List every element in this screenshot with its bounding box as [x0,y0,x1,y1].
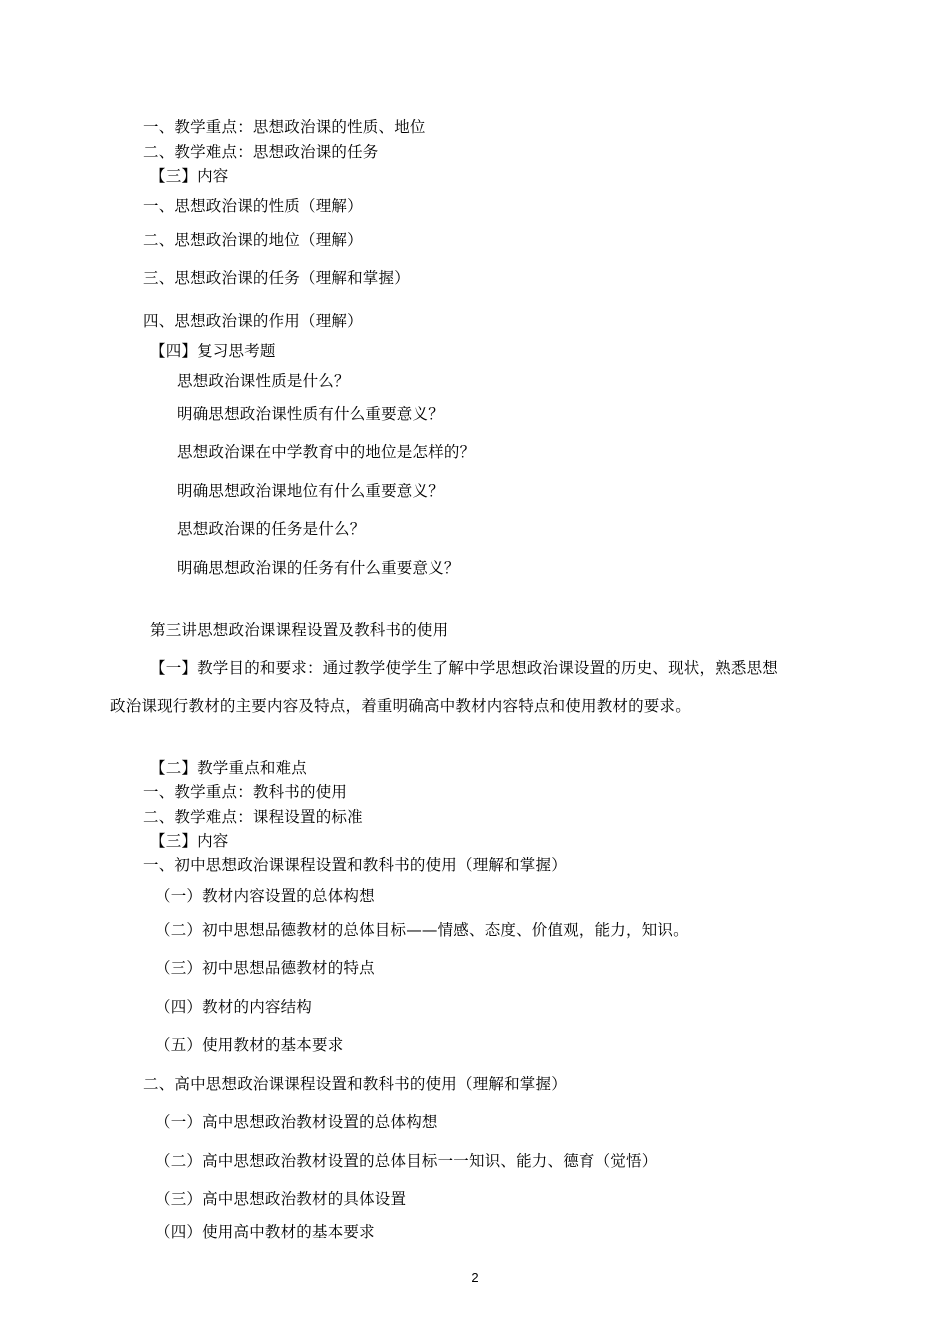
text-line: 四、思想政治课的作用（理解） [143,312,363,330]
text-line: 二、教学难点：课程设置的标准 [143,808,363,826]
paragraph-line: 【一】教学目的和要求：通过教学使学生了解中学思想政治课设置的历史、现状，熟悉思想 [150,659,779,677]
sub-item: （二）高中思想政治教材设置的总体目标一一知识、能力、德育（觉悟） [155,1152,658,1170]
paragraph-line: 政治课现行教材的主要内容及特点，着重明确高中教材内容特点和使用教材的要求。 [110,697,691,715]
question-item: 思想政治课在中学教育中的地位是怎样的？ [177,443,476,461]
text-line: 三、思想政治课的任务（理解和掌握） [143,269,410,287]
sub-item: （五）使用教材的基本要求 [155,1036,344,1054]
text-line: 一、教学重点：思想政治课的性质、地位 [143,118,426,136]
text-line: 二、高中思想政治课课程设置和教科书的使用（理解和掌握） [143,1075,567,1093]
text-line: 二、思想政治课的地位（理解） [143,231,363,249]
question-item: 明确思想政治课地位有什么重要意义？ [177,482,444,500]
sub-item: （三）高中思想政治教材的具体设置 [155,1190,407,1208]
sub-item: （四）教材的内容结构 [155,998,313,1016]
question-item: 明确思想政治课的任务有什么重要意义？ [177,559,460,577]
sub-item: （一）高中思想政治教材设置的总体构想 [155,1113,438,1131]
sub-item: （一）教材内容设置的总体构想 [155,887,375,905]
sub-item: （四）使用高中教材的基本要求 [155,1223,375,1241]
text-line: 一、初中思想政治课课程设置和教科书的使用（理解和掌握） [143,856,567,874]
text-line: 一、思想政治课的性质（理解） [143,197,363,215]
section-heading: 【四】复习思考题 [150,342,276,360]
question-item: 思想政治课的任务是什么？ [177,520,366,538]
sub-item: （二）初中思想品德教材的总体目标——情感、态度、价值观，能力，知识。 [155,921,689,939]
section-heading: 【三】内容 [150,832,229,850]
sub-item: （三）初中思想品德教材的特点 [155,959,375,977]
page-number: 2 [471,1270,479,1285]
text-line: 二、教学难点：思想政治课的任务 [143,143,379,161]
question-item: 明确思想政治课性质有什么重要意义？ [177,405,444,423]
text-line: 一、教学重点：教科书的使用 [143,783,348,801]
lecture-title: 第三讲思想政治课课程设置及教科书的使用 [150,621,449,639]
section-heading: 【三】内容 [150,167,229,185]
section-heading: 【二】教学重点和难点 [150,759,308,777]
question-item: 思想政治课性质是什么？ [177,372,350,390]
